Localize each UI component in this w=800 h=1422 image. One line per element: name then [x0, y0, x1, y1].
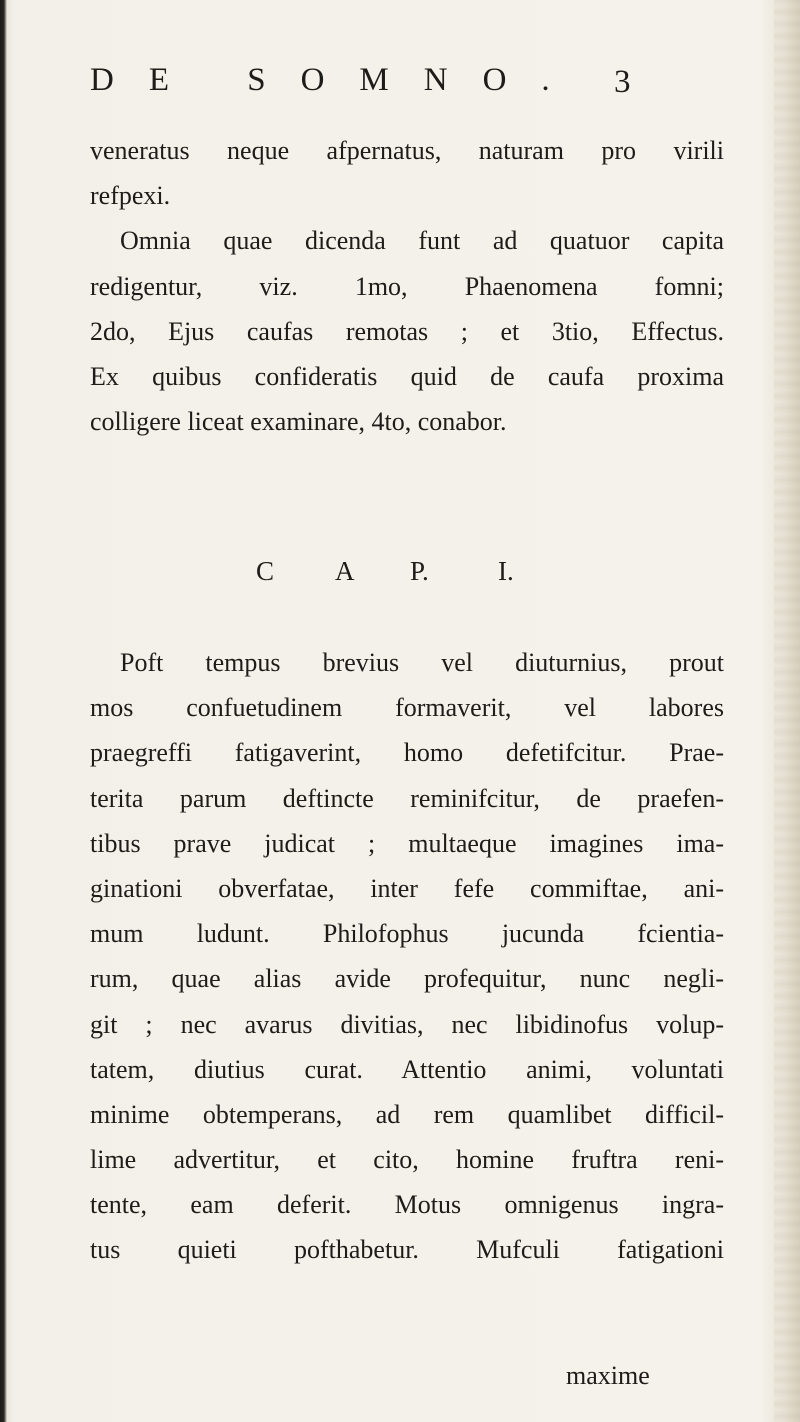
text-line: mos confuetudinem formaverit, vel labores	[90, 693, 724, 723]
text-line: ginationi obverfatae, inter fefe commiftae, ani-	[90, 873, 724, 903]
catchword: maxime	[566, 1361, 650, 1390]
text-line: Omnia quae dicenda funt ad quatuor capita	[120, 226, 724, 256]
text-line: refpexi.	[90, 181, 171, 211]
text-line: tus quieti pofthabetur. Mufculi fatigationi	[90, 1235, 724, 1265]
text-line: tatem, diutius curat. Attentio animi, voluntati	[90, 1054, 724, 1084]
text-line: tibus prave judicat ; multaeque imagines ima-	[90, 828, 724, 858]
paragraph-intro	[90, 128, 724, 444]
text-line: Poft tempus brevius vel diuturnius, prout	[120, 648, 724, 677]
chapter-letter: A	[335, 556, 355, 586]
text-line: 2do, Ejus caufas remotas ; et 3tio, Effectus.	[90, 316, 724, 346]
chapter-letter: I.	[498, 556, 514, 586]
text-line: rum, quae alias avide profequitur, nunc negli-	[90, 964, 724, 994]
chapter-letter: P.	[410, 556, 429, 586]
text-line: veneratus neque afpernatus, naturam pro virili	[90, 136, 724, 165]
text-line: mum ludunt. Philofophus jucunda fcientia-	[90, 919, 724, 949]
text-line: terita parum deftincte reminifcitur, de praefen-	[90, 783, 724, 813]
chapter-letter: C	[256, 556, 275, 586]
text-line: praegreffi fatigaverint, homo defetifcitur. Prae-	[90, 738, 724, 768]
paragraph-main	[90, 640, 724, 1273]
running-title: DE SOMNO.	[90, 62, 585, 98]
text-line: lime advertitur, et cito, homine fruftra reni-	[90, 1145, 724, 1175]
page-edge-shadow	[774, 0, 800, 1422]
text-line: redigentur, viz. 1mo, Phaenomena fomni;	[90, 271, 724, 301]
page-header	[0, 62, 800, 112]
text-line: colligere liceat examinare, 4to, conabor.	[90, 407, 507, 437]
text-line: git ; nec avarus divitias, nec libidinofus volup-	[90, 1009, 724, 1039]
text-line: tente, eam deferit. Motus omnigenus ingra-	[90, 1190, 724, 1220]
page-number: 3	[614, 64, 631, 100]
text-line: minime obtemperans, ad rem quamlibet difficil-	[90, 1099, 724, 1129]
text-line: Ex quibus confideratis quid de caufa proxima	[90, 361, 724, 391]
